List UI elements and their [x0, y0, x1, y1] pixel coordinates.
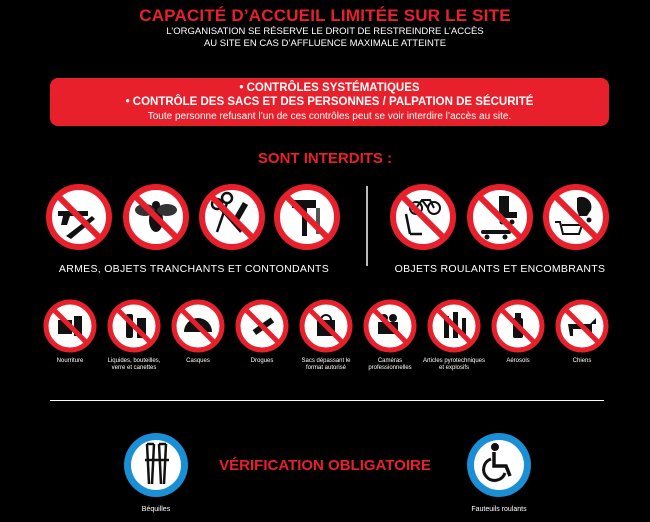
banner-line-1: • CONTRÔLES SYSTÉMATIQUES — [239, 82, 420, 94]
scissors-cutter-icon — [197, 182, 267, 252]
forbidden-item-label: Chiens — [572, 358, 592, 364]
helmet-icon — [170, 298, 226, 354]
forbidden-item-label: Drogues — [250, 358, 274, 364]
skate-icon — [465, 182, 535, 252]
section-divider — [50, 400, 604, 401]
forbidden-item-label: Liquides, bouteilles, verre et canettes — [107, 358, 161, 371]
firework-icon — [426, 298, 482, 354]
forbidden-item-label: Sacs dépassant le format autorisé — [301, 358, 351, 371]
syringe-icon — [234, 298, 290, 354]
cart-stroller-icon — [541, 182, 611, 252]
forbidden-item-label: Casques — [186, 358, 210, 364]
bottle-icon — [106, 298, 162, 354]
group-divider — [366, 186, 368, 266]
wheelchair-icon — [464, 430, 534, 505]
bag-icon — [298, 298, 354, 354]
group2-label: OBJETS ROULANTS ET ENCOMBRANTS — [394, 263, 606, 275]
subtitle-line-2: AU SITE EN CAS D’AFFLUENCE MAXIMALE ATTEINTE — [203, 38, 447, 49]
bike-scooter-icon — [388, 182, 458, 252]
group1-label: ARMES, OBJETS TRANCHANTS ET CONTONDANTS — [58, 263, 330, 275]
camera-icon — [362, 298, 418, 354]
wheelchair-label: Fauteuils roulants — [471, 506, 527, 513]
forbidden-item-label: Nourriture — [56, 358, 84, 364]
forbidden-item-label: Caméras professionnelles — [368, 358, 412, 371]
aerosol-icon — [490, 298, 546, 354]
subtitle-line-1: L’ORGANISATION SE RÉSERVE LE DROIT DE RESTREINDRE L’ACCÈS — [166, 26, 484, 37]
insect-icon — [121, 182, 191, 252]
gun-knife-icon — [44, 182, 114, 252]
crutches-label: Béquilles — [141, 506, 171, 513]
forbidden-item-label: Articles pyrotechniques et explosifs — [422, 358, 486, 371]
forbidden-item-label: Aérosols — [506, 358, 530, 364]
food-icon — [42, 298, 98, 354]
controls-banner — [50, 78, 609, 126]
banner-line-3: Toute personne refusant l’un de ces contrôles peut se voir interdire l’accès au site. — [147, 111, 512, 122]
page-title: CAPACITÉ D’ACCUEIL LIMITÉE SUR LE SITE — [139, 6, 511, 25]
banner-line-2: • CONTRÔLE DES SACS ET DES PERSONNES / PALPATION DE SÉCURITÉ — [125, 96, 534, 108]
forbidden-title: SONT INTERDITS : — [257, 150, 393, 167]
hammer-icon — [272, 182, 342, 252]
verification-title: VÉRIFICATION OBLIGATOIRE — [219, 457, 431, 474]
subtitle — [0, 26, 650, 50]
dog-icon — [554, 298, 610, 354]
